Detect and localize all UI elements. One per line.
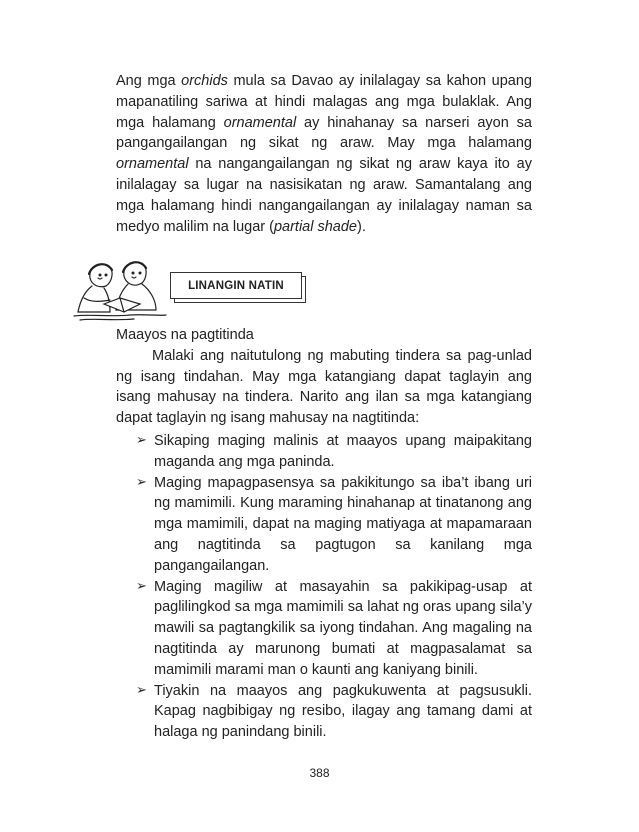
subheading: Maayos na pagtitinda [116, 327, 254, 343]
list-item [116, 577, 532, 681]
intro-italic-term: ornamental [116, 156, 189, 173]
section-header-box [170, 272, 306, 302]
list-item-text: Sikaping maging malinis at maayos upang maipakitang maganda ang mga paninda. [154, 432, 532, 470]
list-item [116, 473, 532, 577]
list-item-text: Maging magiliw at masayahin sa pakikipag-usap at paglilingkod sa mga mamimili sa lahat ng oras upang sila’y mawili sa pagtangkilik sa iyong tindahan. Ang magaling na nagtitinda ay marunong bumati at magpasalamat sa mamimili marami man o kaunti ang kaniyang binili. [154, 578, 532, 678]
arrow-bullet-icon: ➢ [136, 474, 147, 490]
body-paragraph: Malaki ang naitutulong ng mabuting tindera sa pag-unlad ng isang tindahan. May mga katangiang dapat taglayin ang isang mahusay na tindera. Narito ang ilan sa mga katangiang dapat taglayin ng isang mahusay na nagtitinda: [116, 347, 532, 427]
intro-italic-term: orchids [181, 73, 228, 89]
intro-text: mula sa Davao ay inilalagay sa kahon upang mapanatiling sariwa at hindi malagas ang mga bulaklak. Ang mga halamang [116, 73, 532, 131]
arrow-bullet-icon: ➢ [136, 682, 147, 698]
selling-section [116, 325, 532, 743]
arrow-bullet-icon: ➢ [136, 432, 147, 448]
intro-text: na nangangailangan ng sikat ng araw kaya ito ay inilalagay sa lugar na nasisikatan ng araw. Samantalang ang mga halamang hindi nangangailangan ay inilalagay naman sa medyo malilim na lugar ( [116, 156, 532, 235]
children-reading-illustration [70, 254, 170, 324]
intro-paragraph [116, 71, 532, 237]
list-item [116, 681, 532, 743]
list-item [116, 431, 532, 473]
intro-text: Ang mga [116, 73, 182, 89]
list-item-text: Maging mapagpasensya sa pakikitungo sa iba’t ibang uri ng mamimili. Kung maraming hinahanap at tinatanong ang mga mamimili, dapat na maging matiyaga at mapamaraan ang nagtitinda sa pagtugon sa kanilang mga pangangailangan. [154, 474, 532, 574]
section-header: LINANGIN NATIN [170, 272, 302, 299]
page-number: 388 [309, 766, 330, 780]
arrow-bullet-icon: ➢ [136, 578, 147, 594]
intro-text: ay hinahanay sa narseri ayon sa pangangailangan ng sikat ng araw. May mga halamang [116, 114, 532, 152]
qualities-list [116, 431, 532, 743]
intro-text: ). [356, 218, 366, 235]
intro-italic-term: partial shade [273, 218, 357, 235]
intro-italic-term: ornamental [223, 114, 297, 131]
list-item-text: Tiyakin na maayos ang pagkukuwenta at pagsusukli. Kapag nagbibigay ng resibo, ilagay ang tamang dami at halaga ng panindang binili. [154, 682, 532, 741]
